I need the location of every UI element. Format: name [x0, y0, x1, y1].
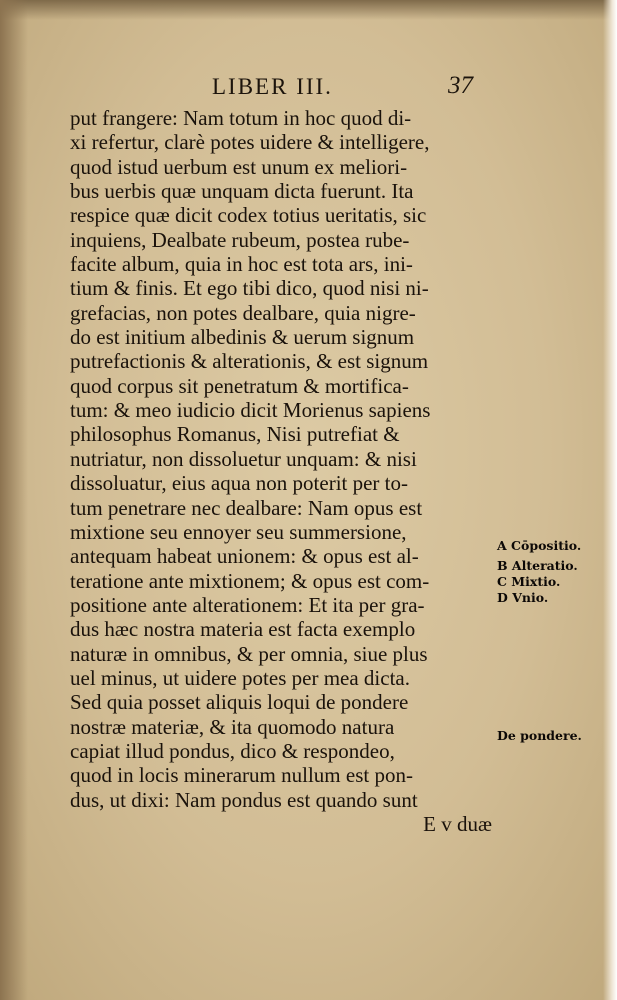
text-line: quod corpus sit penetratum & mortifica- — [70, 373, 409, 398]
margin-note-mixtio: C Mixtio. — [497, 574, 561, 589]
text-line: uel minus, ut uidere potes per mea dicta. — [70, 665, 410, 690]
margin-note-unio: D Vnio. — [497, 590, 549, 605]
text-line: tium & finis. Et ego tibi dico, quod nisi ni- — [70, 276, 429, 301]
text-line: bus uerbis quæ unquam dicta fuerunt. Ita — [70, 179, 414, 204]
page-top-edge — [0, 0, 617, 20]
text-line: naturæ in omnibus, & per omnia, siue plus — [70, 641, 428, 666]
text-line: putrefactionis & alterationis, & est signum — [70, 349, 429, 374]
text-line: grefacias, non potes dealbare, quia nigre- — [70, 300, 416, 325]
text-line: nutriatur, non dissoluetur unquam: & nisi — [70, 446, 417, 471]
text-line: inquiens, Dealbate rubeum, postea rube- — [70, 227, 410, 252]
text-line: do est initium albedinis & uerum signum — [70, 325, 415, 350]
catchword-line: E v duæ — [423, 811, 492, 836]
text-line: positione ante alterationem: Et ita per gra- — [70, 592, 425, 617]
page-header — [212, 74, 512, 104]
text-line: nostræ materiæ, & ita quomodo natura — [70, 714, 395, 739]
text-line: dissoluatur, eius aqua non poterit per to- — [70, 471, 408, 496]
body-text — [70, 106, 500, 836]
text-line: antequam habeat unionem: & opus est al- — [70, 544, 419, 569]
text-line: dus hæc nostra materia est facta exemplo — [70, 617, 416, 642]
text-line: teratione ante mixtionem; & opus est com- — [70, 568, 430, 593]
page-gutter-shadow — [0, 0, 28, 1000]
text-line: philosophus Romanus, Nisi putrefiat & — [70, 422, 400, 447]
running-head: LIBER III. — [212, 74, 333, 99]
text-line: put frangere: Nam totum in hoc quod di- — [70, 106, 412, 130]
margin-note-compositio: A Cōpositio. — [497, 538, 582, 553]
text-line: xi refertur, clarè potes uidere & intelligere, — [70, 130, 430, 155]
text-line: tum: & meo iudicio dicit Morienus sapiens — [70, 398, 431, 423]
margin-note-de-pondere: De pondere. — [497, 728, 582, 743]
text-line: respice quæ dicit codex totius ueritatis, sic — [70, 203, 427, 228]
text-line: capiat illud pondus, dico & respondeo, — [70, 738, 395, 763]
margin-note-alteratio: B Alteratio. — [497, 558, 578, 573]
text-line: Sed quia posset aliquis loqui de pondere — [70, 690, 409, 715]
text-line: dus, ut dixi: Nam pondus est quando sunt — [70, 787, 418, 812]
page-number: 37 — [448, 72, 473, 99]
page-right-edge — [603, 0, 617, 1000]
text-line: tum penetrare nec dealbare: Nam opus est — [70, 495, 423, 520]
text-line: quod istud uerbum est unum ex meliori- — [70, 154, 408, 179]
text-line: facite album, quia in hoc est tota ars, ini- — [70, 252, 413, 277]
text-line: quod in locis minerarum nullum est pon- — [70, 763, 413, 788]
text-line: mixtione seu ennoyer seu summersione, — [70, 519, 407, 544]
